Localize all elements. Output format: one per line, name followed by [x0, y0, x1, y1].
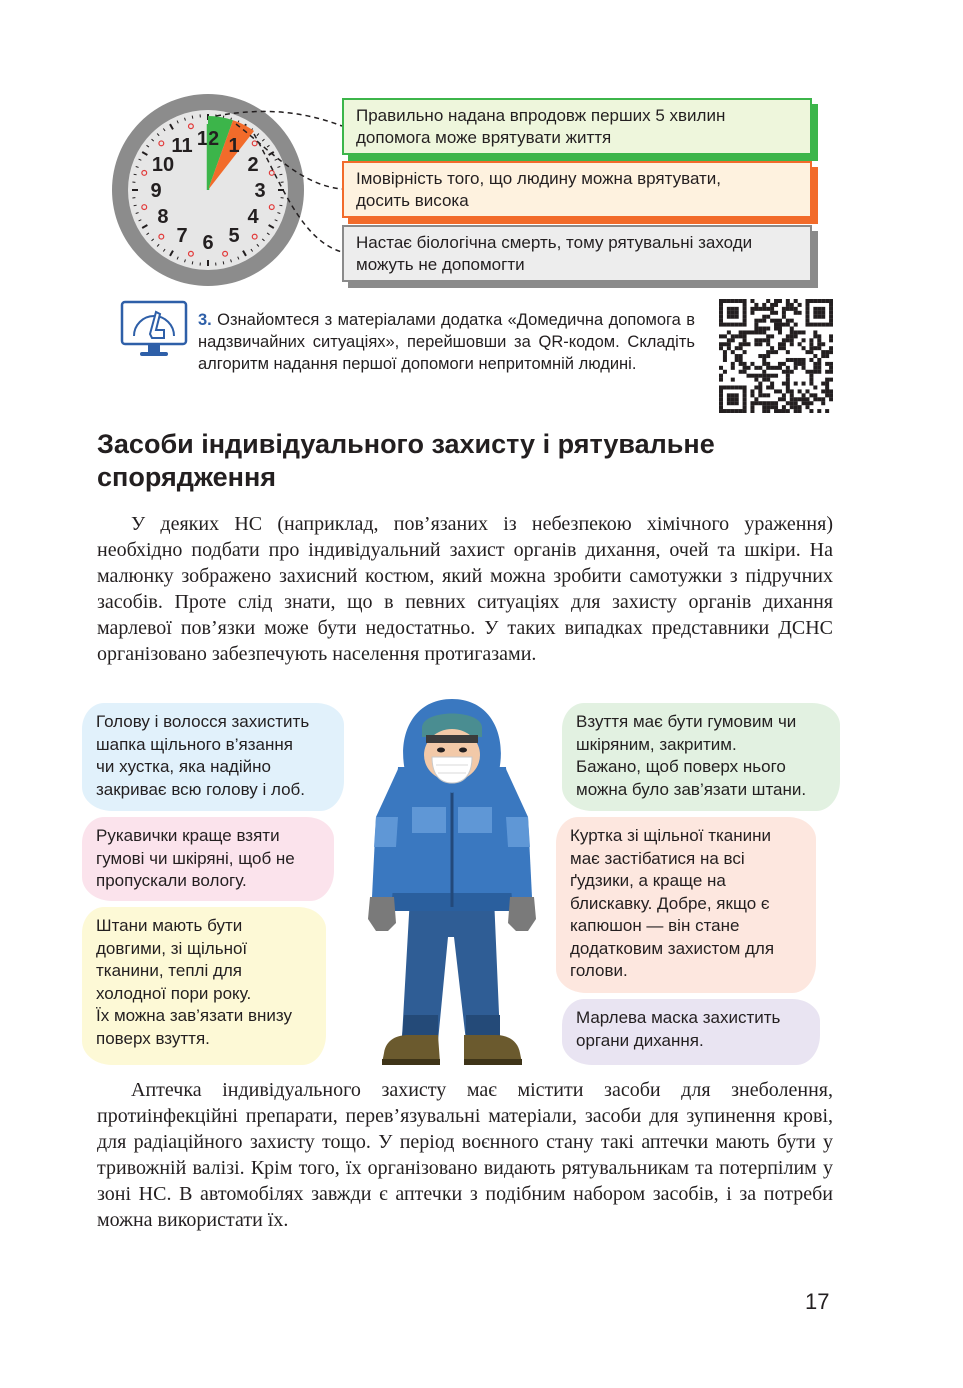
clock-number: 8 [157, 206, 169, 228]
bubble-line: Взуття має бути гумовим чи [576, 712, 797, 731]
clock-number: 2 [247, 154, 259, 176]
bubble-line: Штани мають бути [96, 916, 243, 935]
bubble-line: тканини, теплі для [96, 961, 242, 980]
clock-number: 10 [151, 154, 175, 176]
bubble-line: капюшон — він стане [570, 916, 740, 935]
bubble-line: блискавку. Добре, якщо є [570, 893, 770, 913]
protective-suit-person-illustration [368, 697, 536, 1069]
right-glove [508, 897, 536, 931]
bubble-jacket [556, 817, 816, 993]
task-body: Ознайомтеся з матеріалами додатка «Домедична допомога в надзвичайних ситуаціях», перейшовши за QR-кодом. Складіть алгоритм надання першої допомоги непритомній людині. [198, 311, 695, 373]
bubble-line: шапка щільного в’язання [96, 734, 293, 754]
bubble-shoes [562, 703, 840, 811]
bubble-line: Рукавички краще взяти [96, 826, 280, 845]
bubble-line: Їх можна зав’язати внизу [96, 1006, 292, 1025]
left-glove [368, 897, 396, 931]
left-shoe [382, 1035, 440, 1063]
callout-line: допомога може врятувати життя [356, 128, 612, 147]
callout-first-5-minutes [342, 98, 812, 155]
task-number: 3. [198, 311, 212, 329]
clock-number: 4 [247, 206, 259, 228]
bubble-line: Куртка зі щільної тканини [570, 826, 772, 845]
bubble-head-protection [82, 703, 344, 811]
clock-number: 12 [196, 128, 220, 150]
bubble-line: додатковим захистом для [570, 938, 775, 958]
bubble-line: довгими, зі щільної [96, 938, 248, 958]
page-number: 17 [805, 1289, 830, 1314]
bubble-line: Бажано, щоб поверх нього [576, 757, 786, 776]
callout-line: Імовірність того, що людину можна врятувати, [356, 169, 722, 188]
bubble-line: холодної пори року. [96, 983, 252, 1003]
clock-number: 9 [150, 180, 162, 202]
clock-number: 7 [176, 225, 188, 248]
callout-biological-death [342, 225, 812, 282]
connector-gray [254, 134, 342, 252]
qr-code-icon[interactable] [719, 299, 833, 413]
clock-number: 5 [228, 225, 240, 248]
bubble-line: гумові чи шкіряні, щоб не [96, 848, 295, 868]
bubble-line: закриває всю голову і лоб. [96, 779, 306, 799]
right-shoe [464, 1035, 522, 1063]
bubble-line: Марлева маска захистить [576, 1008, 781, 1027]
section-heading: Засоби індивідуального захисту і рятувальне спорядження [97, 429, 715, 492]
callout-line: досить висока [356, 191, 469, 210]
bubble-line: пропускали вологу. [96, 871, 247, 890]
bubble-line: Голову і волосся захистить [96, 712, 310, 731]
bubble-line: поверх взуття. [96, 1028, 210, 1048]
bubble-line: органи дихання. [576, 1030, 704, 1050]
bubble-mask [562, 999, 820, 1065]
bubble-gloves [82, 817, 334, 901]
bubble-line: шкіряним, закритим. [576, 734, 737, 754]
callout-line: можуть не допомогти [356, 255, 525, 274]
callout-high-probability [342, 161, 812, 218]
clock-number: 3 [254, 180, 266, 202]
bubble-line: має застібатися на всі [570, 848, 745, 868]
paragraph-first-aid-kit: Аптечка індивідуального захисту має містити засоби для знеболення, протиінфекційні препарати, перев’язувальні матеріали, засоби для зупинення крові, для радіаційного захисту тощо. У період воєнного стану такі аптечки мають бути у тривожній валізі. Крім того, їх організовано видають рятувальникам та потерпілим у зоні НС. В автомобілях завжди є аптечки з подібним набором засобів, і за потреби можна використати їх. [97, 1079, 833, 1231]
bubble-line: можна було зав’язати штани. [576, 779, 807, 799]
connector-green [216, 111, 342, 126]
bubble-line: чи хустка, яка надійно [96, 757, 271, 776]
bubble-pants [82, 907, 326, 1065]
task-3 [198, 309, 695, 375]
clock-number: 11 [171, 134, 193, 157]
bubble-line: голови. [570, 961, 628, 980]
clock-number: 1 [228, 134, 240, 157]
paragraph-protection: У деяких НС (наприклад, пов’язаних із небезпекою хімічного ураження) необхідно подбати про індивідуальний захист органів дихання, очей та шкіри. На малюнку зображено захисний костюм, який можна зробити самотужки з підручних засобів. Проте слід знати, що в певних ситуаціях для захисту органів дихання марлевої пов’язки може бути недостатньо. У таких випадках представники ДСНС організовано забезпечують населення протигазами. [97, 513, 833, 665]
connector-orange [236, 124, 342, 189]
callout-line: Правильно надана впродовж перших 5 хвилин [356, 106, 726, 125]
clock-number: 6 [202, 232, 214, 254]
callout-line: Настає біологічна смерть, тому рятувальні заходи [356, 233, 753, 252]
bubble-line: ґудзики, а краще на [570, 871, 726, 890]
monitor-hand-icon [120, 300, 188, 360]
